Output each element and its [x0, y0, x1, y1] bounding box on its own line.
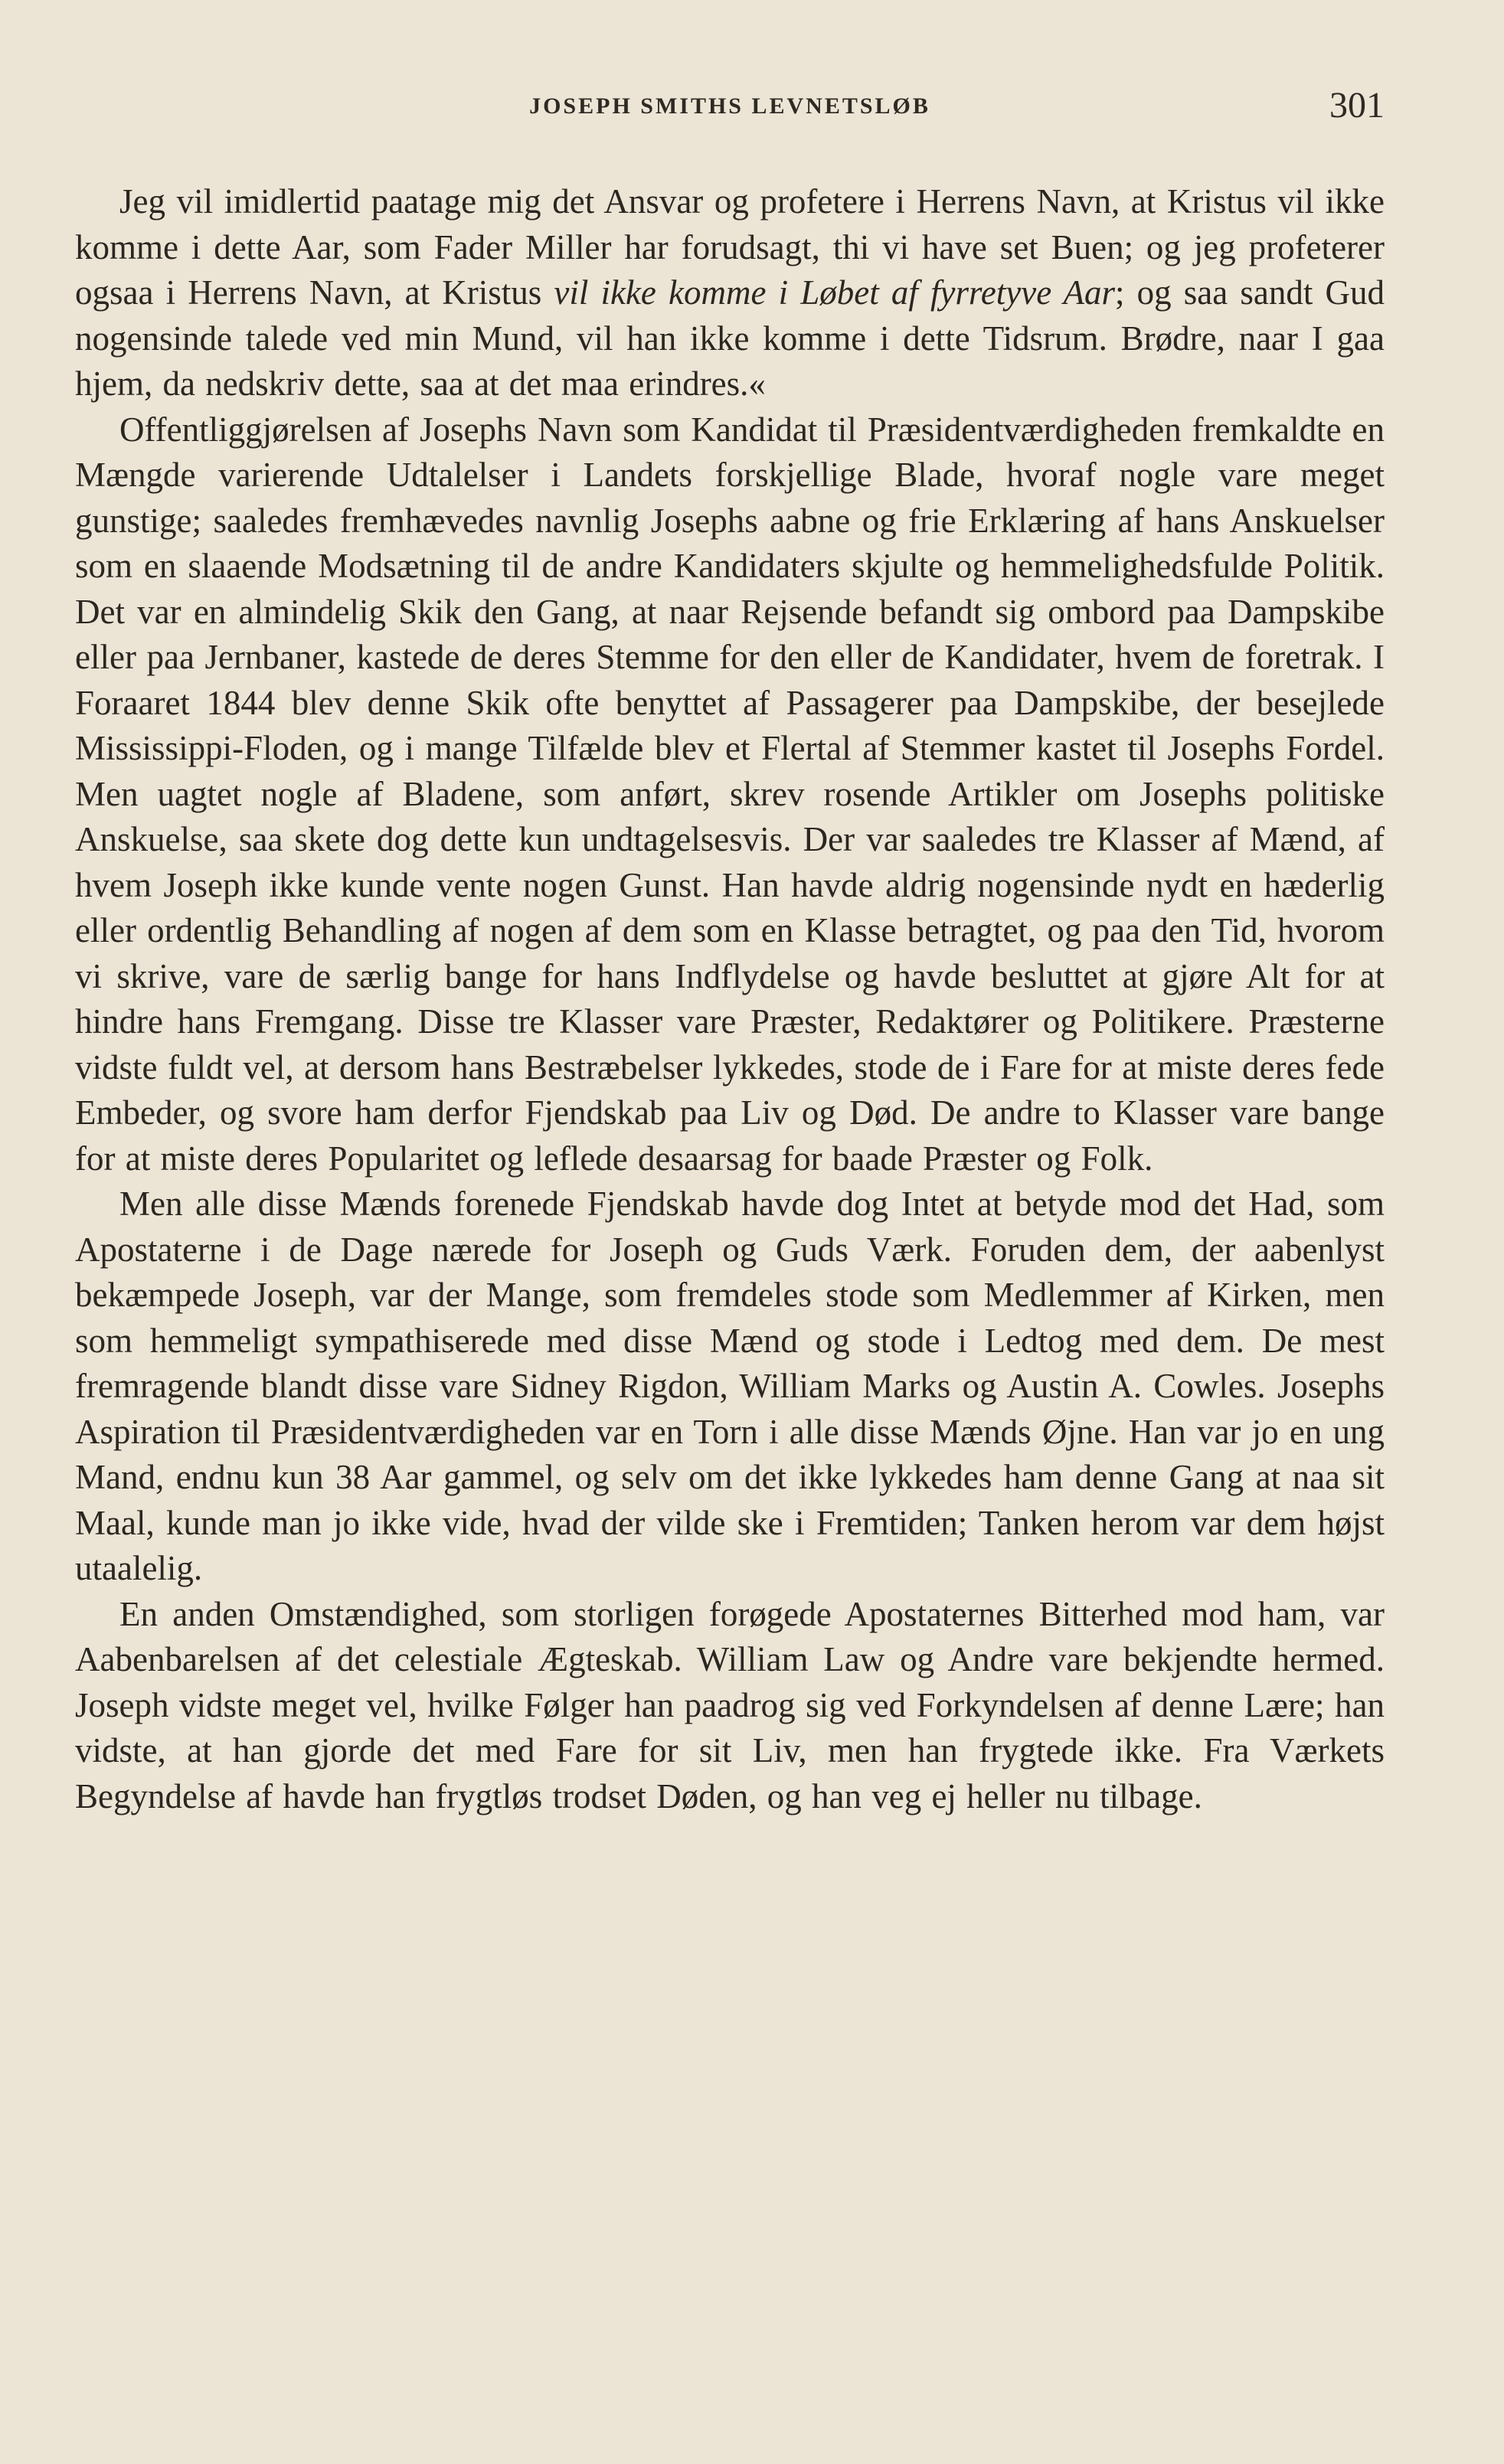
paragraph-1-text-b: ; og saa sandt Gud nogensinde talede ved min Mund, vil han ikke komme i dette Tidsrum. Brødre, naar I gaa hjem, da nedskriv dette, saa at det maa erindres.«	[75, 273, 1385, 403]
paragraph-2: Offentliggjørelsen af Josephs Navn som Kandidat til Præsidentværdigheden fremkaldte en Mængde varierende Udtalelser i Landets forskjellige Blade, hvoraf nogle vare meget gunstige; saaledes fremhævedes navnlig Josephs aabne og frie Erklæring af hans Anskuelser som en slaaende Modsætning til de andre Kandidaters skjulte og hemmelighedsfulde Politik. Det var en almindelig Skik den Gang, at naar Rejsende befandt sig ombord paa Dampskibe eller paa Jernbaner, kastede de deres Stemme for den eller de Kandidater, hvem de foretrak. I Foraaret 1844 blev denne Skik ofte benyttet af Passagerer paa Dampskibe, der besejlede Mississippi-Floden, og i mange Tilfælde blev et Flertal af Stemmer kastet til Josephs Fordel. Men uagtet nogle af Bladene, som anført, skrev rosende Artikler om Josephs politiske Anskuelse, saa skete dog dette kun undtagelsesvis. Der var saaledes tre Klasser af Mænd, af hvem Joseph ikke kunde vente nogen Gunst. Han havde aldrig nogensinde nydt en hæderlig eller ordentlig Behandling af nogen af dem som en Klasse betragtet, og paa den Tid, hvorom vi skrive, vare de særlig bange for hans Indflydelse og havde besluttet at gjøre Alt for at hindre hans Fremgang. Disse tre Klasser vare Præster, Redaktører og Politikere. Præsterne vidste fuldt vel, at dersom hans Bestræbelser lykkedes, stode de i Fare for at miste deres fede Embeder, og svore ham derfor Fjendskab paa Liv og Død. De andre to Klasser vare bange for at miste deres Popularitet og leflede desaarsag for baade Præster og Folk.	[75, 410, 1385, 1178]
paragraph-4: En anden Omstændighed, som storligen forøgede Apostaternes Bitterhed mod ham, var Aabenbarelsen af det celestiale Ægteskab. William Law og Andre vare bekjendte hermed. Joseph vidste meget vel, hvilke Følger han paadrog sig ved Forkyndelsen af denne Lære; han vidste, at han gjorde det med Fare for sit Liv, men han frygtede ikke. Fra Værkets Begyndelse af havde han frygtløs trodset Døden, og han veg ej heller nu tilbage.	[75, 1594, 1385, 1815]
paragraph-1	[75, 179, 1385, 407]
running-title: JOSEPH SMITHS LEVNETSLØB	[529, 93, 930, 119]
paragraph-3: Men alle disse Mænds forenede Fjendskab havde dog Intet at betyde mod det Had, som Apostaterne i de Dage nærede for Joseph og Guds Værk. Foruden dem, der aabenlyst bekæmpede Joseph, var der Mange, som fremdeles stode som Medlemmer af Kirken, men som hemmeligt sympathiserede med disse Mænd og stode i Ledtog med dem. De mest fremragende blandt disse vare Sidney Rigdon, William Marks og Austin A. Cowles. Josephs Aspiration til Præsidentværdigheden var en Torn i alle disse Mænds Øjne. Han var jo en ung Mand, endnu kun 38 Aar gammel, og selv om det ikke lykkedes ham denne Gang at naa sit Maal, kunde man jo ikke vide, hvad der vilde ske i Fremtiden; Tanken herom var dem højst utaalelig.	[75, 1185, 1385, 1587]
page-number: 301	[1329, 85, 1385, 126]
running-head	[75, 84, 1385, 130]
paragraph-1-emphasis: vil ikke komme i Løbet af fyrretyve Aar	[554, 273, 1116, 312]
paragraph-1-text-a: Jeg vil imidlertid paatage mig det Ansvar og profetere i Herrens Navn, at Kristus vil ikke komme i dette Aar, som Fader Miller har forudsagt, thi vi have set Buen; og jeg profeterer ogsaa i Herrens Navn, at Kristus	[75, 182, 1385, 312]
body-text	[75, 179, 1385, 1819]
